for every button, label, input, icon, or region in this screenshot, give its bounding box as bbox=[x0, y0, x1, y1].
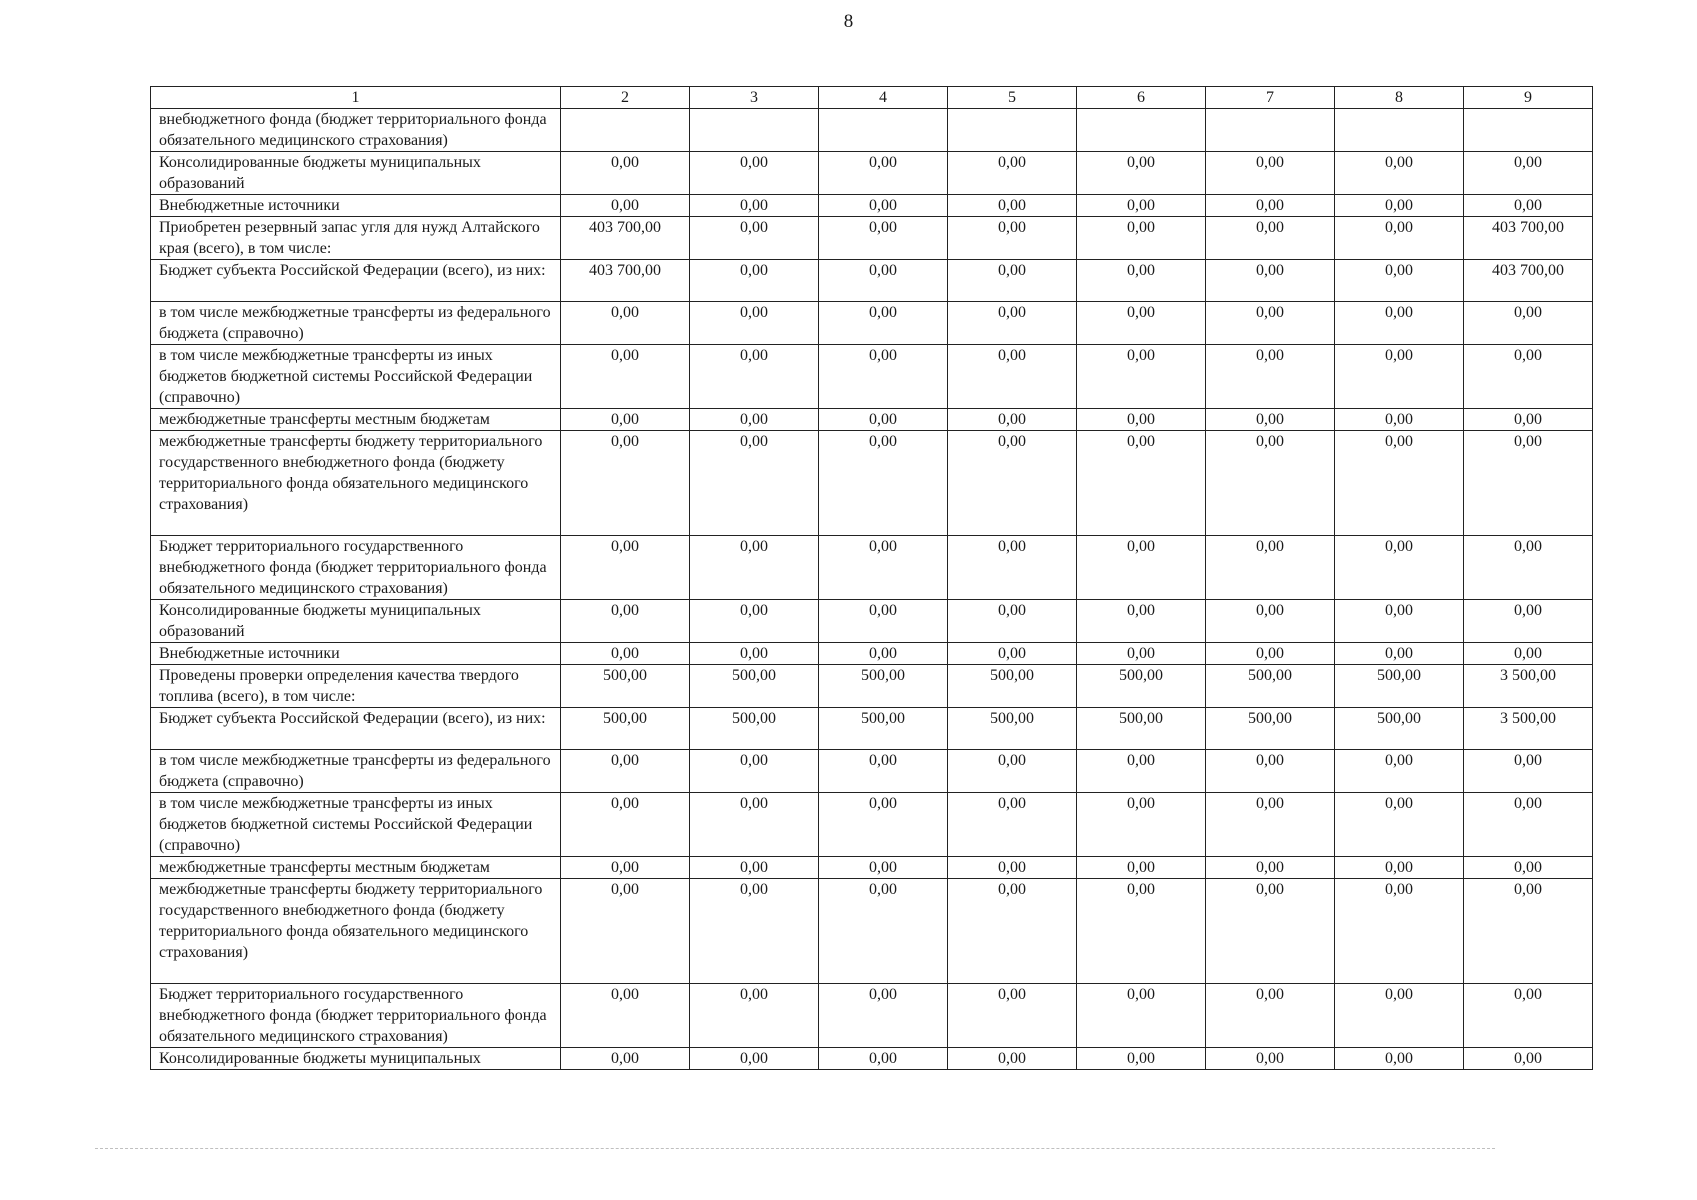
value-cell: 0,00 bbox=[819, 984, 948, 1048]
value-cell: 0,00 bbox=[1206, 152, 1335, 195]
value-cell: 0,00 bbox=[1206, 536, 1335, 600]
table-row bbox=[151, 152, 1593, 195]
value-cell: 500,00 bbox=[948, 665, 1077, 708]
row-label: в том числе межбюджетные трансферты из иных бюджетов бюджетной системы Российской Федерации (справочно) bbox=[151, 793, 561, 857]
column-header: 4 bbox=[819, 87, 948, 109]
value-cell: 0,00 bbox=[561, 536, 690, 600]
value-cell: 0,00 bbox=[819, 152, 948, 195]
value-cell: 0,00 bbox=[690, 195, 819, 217]
value-cell: 0,00 bbox=[1335, 217, 1464, 260]
value-cell: 0,00 bbox=[690, 302, 819, 345]
value-cell: 0,00 bbox=[1206, 217, 1335, 260]
table-row bbox=[151, 536, 1593, 600]
row-label: в том числе межбюджетные трансферты из федерального бюджета (справочно) bbox=[151, 750, 561, 793]
value-cell: 0,00 bbox=[948, 195, 1077, 217]
value-cell: 0,00 bbox=[561, 793, 690, 857]
row-label: Внебюджетные источники bbox=[151, 643, 561, 665]
value-cell: 0,00 bbox=[1335, 536, 1464, 600]
table-row bbox=[151, 643, 1593, 665]
value-cell: 0,00 bbox=[948, 431, 1077, 536]
value-cell: 0,00 bbox=[1335, 984, 1464, 1048]
table-row bbox=[151, 600, 1593, 643]
value-cell: 0,00 bbox=[1335, 857, 1464, 879]
table-row bbox=[151, 857, 1593, 879]
table-row bbox=[151, 879, 1593, 984]
value-cell: 500,00 bbox=[1077, 665, 1206, 708]
value-cell: 0,00 bbox=[561, 857, 690, 879]
value-cell bbox=[819, 109, 948, 152]
value-cell: 0,00 bbox=[561, 879, 690, 984]
value-cell: 0,00 bbox=[690, 984, 819, 1048]
column-header: 1 bbox=[151, 87, 561, 109]
value-cell: 0,00 bbox=[1206, 195, 1335, 217]
value-cell: 403 700,00 bbox=[561, 217, 690, 260]
footer-divider bbox=[95, 1148, 1495, 1149]
value-cell: 403 700,00 bbox=[561, 260, 690, 302]
value-cell bbox=[690, 109, 819, 152]
value-cell: 0,00 bbox=[1464, 879, 1593, 984]
value-cell: 3 500,00 bbox=[1464, 708, 1593, 750]
value-cell: 0,00 bbox=[1335, 409, 1464, 431]
value-cell: 0,00 bbox=[1464, 857, 1593, 879]
value-cell: 0,00 bbox=[1077, 195, 1206, 217]
value-cell: 0,00 bbox=[1206, 793, 1335, 857]
row-label: Консолидированные бюджеты муниципальных образований bbox=[151, 600, 561, 643]
value-cell: 0,00 bbox=[690, 750, 819, 793]
value-cell: 0,00 bbox=[1206, 600, 1335, 643]
value-cell: 0,00 bbox=[561, 600, 690, 643]
row-label: Внебюджетные источники bbox=[151, 195, 561, 217]
value-cell: 0,00 bbox=[1335, 260, 1464, 302]
value-cell: 0,00 bbox=[948, 600, 1077, 643]
row-label: межбюджетные трансферты местным бюджетам bbox=[151, 857, 561, 879]
value-cell: 0,00 bbox=[1206, 984, 1335, 1048]
value-cell: 0,00 bbox=[819, 260, 948, 302]
page-number: 8 bbox=[843, 11, 854, 32]
value-cell: 500,00 bbox=[1335, 708, 1464, 750]
value-cell: 3 500,00 bbox=[1464, 665, 1593, 708]
value-cell: 0,00 bbox=[690, 600, 819, 643]
value-cell: 0,00 bbox=[1077, 431, 1206, 536]
value-cell: 0,00 bbox=[561, 984, 690, 1048]
table-body bbox=[151, 87, 1593, 1070]
value-cell: 0,00 bbox=[1464, 793, 1593, 857]
value-cell: 0,00 bbox=[1077, 643, 1206, 665]
value-cell: 403 700,00 bbox=[1464, 260, 1593, 302]
value-cell: 0,00 bbox=[819, 195, 948, 217]
value-cell: 0,00 bbox=[1464, 431, 1593, 536]
value-cell: 0,00 bbox=[819, 409, 948, 431]
value-cell bbox=[561, 109, 690, 152]
value-cell: 0,00 bbox=[1206, 643, 1335, 665]
value-cell bbox=[1206, 109, 1335, 152]
value-cell: 0,00 bbox=[1077, 857, 1206, 879]
value-cell: 0,00 bbox=[1464, 536, 1593, 600]
value-cell: 500,00 bbox=[819, 665, 948, 708]
table-row bbox=[151, 1048, 1593, 1070]
value-cell: 0,00 bbox=[948, 857, 1077, 879]
value-cell: 0,00 bbox=[561, 643, 690, 665]
row-label: Консолидированные бюджеты муниципальных образований bbox=[151, 152, 561, 195]
table-row bbox=[151, 409, 1593, 431]
row-label: Консолидированные бюджеты муниципальных bbox=[151, 1048, 561, 1070]
value-cell: 0,00 bbox=[1464, 195, 1593, 217]
value-cell: 0,00 bbox=[1464, 409, 1593, 431]
value-cell: 0,00 bbox=[1335, 152, 1464, 195]
column-header: 7 bbox=[1206, 87, 1335, 109]
value-cell: 0,00 bbox=[690, 643, 819, 665]
value-cell: 0,00 bbox=[819, 600, 948, 643]
value-cell: 500,00 bbox=[819, 708, 948, 750]
value-cell: 500,00 bbox=[690, 708, 819, 750]
value-cell: 0,00 bbox=[948, 260, 1077, 302]
value-cell: 0,00 bbox=[1206, 879, 1335, 984]
value-cell: 0,00 bbox=[948, 643, 1077, 665]
value-cell: 500,00 bbox=[1206, 665, 1335, 708]
table-header-row bbox=[151, 87, 1593, 109]
value-cell: 0,00 bbox=[1077, 1048, 1206, 1070]
value-cell: 500,00 bbox=[1206, 708, 1335, 750]
value-cell: 0,00 bbox=[1077, 152, 1206, 195]
value-cell: 0,00 bbox=[561, 1048, 690, 1070]
value-cell: 0,00 bbox=[561, 302, 690, 345]
value-cell: 0,00 bbox=[1077, 793, 1206, 857]
value-cell: 0,00 bbox=[948, 1048, 1077, 1070]
value-cell: 0,00 bbox=[561, 409, 690, 431]
value-cell: 0,00 bbox=[690, 152, 819, 195]
column-header: 5 bbox=[948, 87, 1077, 109]
value-cell bbox=[1464, 109, 1593, 152]
value-cell: 0,00 bbox=[690, 431, 819, 536]
value-cell: 0,00 bbox=[1464, 152, 1593, 195]
value-cell: 0,00 bbox=[561, 152, 690, 195]
value-cell: 0,00 bbox=[561, 750, 690, 793]
row-label: Проведены проверки определения качества твердого топлива (всего), в том числе: bbox=[151, 665, 561, 708]
value-cell: 0,00 bbox=[948, 793, 1077, 857]
value-cell: 0,00 bbox=[1077, 984, 1206, 1048]
value-cell: 0,00 bbox=[948, 345, 1077, 409]
value-cell: 0,00 bbox=[819, 857, 948, 879]
table-row bbox=[151, 345, 1593, 409]
value-cell: 0,00 bbox=[819, 217, 948, 260]
row-label: межбюджетные трансферты бюджету территориального государственного внебюджетного фонда (бюджету территориального фонда обязательного медицинского страхования) bbox=[151, 879, 561, 984]
value-cell: 0,00 bbox=[1335, 195, 1464, 217]
table-row bbox=[151, 109, 1593, 152]
value-cell: 0,00 bbox=[948, 750, 1077, 793]
value-cell: 0,00 bbox=[561, 195, 690, 217]
value-cell: 0,00 bbox=[1077, 260, 1206, 302]
table-row bbox=[151, 793, 1593, 857]
table-row bbox=[151, 665, 1593, 708]
value-cell: 0,00 bbox=[1077, 217, 1206, 260]
value-cell: 0,00 bbox=[948, 879, 1077, 984]
table-row bbox=[151, 708, 1593, 750]
table-row bbox=[151, 217, 1593, 260]
value-cell: 0,00 bbox=[1206, 260, 1335, 302]
value-cell: 0,00 bbox=[1077, 536, 1206, 600]
table-row bbox=[151, 750, 1593, 793]
value-cell bbox=[1077, 109, 1206, 152]
row-label: межбюджетные трансферты местным бюджетам bbox=[151, 409, 561, 431]
value-cell: 0,00 bbox=[690, 345, 819, 409]
value-cell bbox=[948, 109, 1077, 152]
row-label: Приобретен резервный запас угля для нужд Алтайского края (всего), в том числе: bbox=[151, 217, 561, 260]
value-cell: 0,00 bbox=[1464, 750, 1593, 793]
value-cell: 0,00 bbox=[819, 302, 948, 345]
value-cell: 0,00 bbox=[561, 431, 690, 536]
value-cell: 0,00 bbox=[948, 217, 1077, 260]
value-cell: 0,00 bbox=[1077, 879, 1206, 984]
value-cell: 0,00 bbox=[1077, 345, 1206, 409]
value-cell: 0,00 bbox=[1335, 879, 1464, 984]
value-cell: 0,00 bbox=[1464, 345, 1593, 409]
value-cell: 0,00 bbox=[1206, 750, 1335, 793]
value-cell: 0,00 bbox=[1335, 643, 1464, 665]
value-cell: 0,00 bbox=[690, 1048, 819, 1070]
row-label: Бюджет территориального государственного внебюджетного фонда (бюджет территориального фонда обязательного медицинского страхования) bbox=[151, 536, 561, 600]
column-header: 6 bbox=[1077, 87, 1206, 109]
value-cell: 0,00 bbox=[1464, 1048, 1593, 1070]
value-cell: 0,00 bbox=[1206, 857, 1335, 879]
value-cell: 0,00 bbox=[1335, 431, 1464, 536]
table-row bbox=[151, 431, 1593, 536]
value-cell: 403 700,00 bbox=[1464, 217, 1593, 260]
value-cell: 0,00 bbox=[690, 536, 819, 600]
value-cell: 0,00 bbox=[1335, 345, 1464, 409]
row-label: Бюджет субъекта Российской Федерации (всего), из них: bbox=[151, 260, 561, 302]
value-cell: 0,00 bbox=[1206, 409, 1335, 431]
value-cell: 0,00 bbox=[819, 879, 948, 984]
value-cell: 0,00 bbox=[1077, 302, 1206, 345]
value-cell: 0,00 bbox=[948, 409, 1077, 431]
value-cell: 0,00 bbox=[1077, 600, 1206, 643]
row-label: межбюджетные трансферты бюджету территориального государственного внебюджетного фонда (бюджету территориального фонда обязательного медицинского страхования) bbox=[151, 431, 561, 536]
column-header: 3 bbox=[690, 87, 819, 109]
column-header: 9 bbox=[1464, 87, 1593, 109]
row-label: Бюджет территориального государственного внебюджетного фонда (бюджет территориального фонда обязательного медицинского страхования) bbox=[151, 984, 561, 1048]
value-cell: 500,00 bbox=[561, 665, 690, 708]
table-row bbox=[151, 984, 1593, 1048]
value-cell: 0,00 bbox=[819, 536, 948, 600]
value-cell: 0,00 bbox=[1335, 793, 1464, 857]
value-cell: 500,00 bbox=[561, 708, 690, 750]
value-cell: 0,00 bbox=[819, 793, 948, 857]
column-header: 2 bbox=[561, 87, 690, 109]
value-cell: 0,00 bbox=[1335, 302, 1464, 345]
value-cell: 0,00 bbox=[1206, 431, 1335, 536]
value-cell: 0,00 bbox=[1077, 750, 1206, 793]
value-cell: 0,00 bbox=[1206, 345, 1335, 409]
value-cell: 500,00 bbox=[690, 665, 819, 708]
value-cell: 0,00 bbox=[948, 536, 1077, 600]
value-cell: 0,00 bbox=[819, 643, 948, 665]
row-label: внебюджетного фонда (бюджет территориального фонда обязательного медицинского страхования) bbox=[151, 109, 561, 152]
value-cell: 500,00 bbox=[1077, 708, 1206, 750]
value-cell bbox=[1335, 109, 1464, 152]
value-cell: 0,00 bbox=[690, 857, 819, 879]
value-cell: 0,00 bbox=[690, 879, 819, 984]
table-row bbox=[151, 260, 1593, 302]
row-label: в том числе межбюджетные трансферты из федерального бюджета (справочно) bbox=[151, 302, 561, 345]
value-cell: 0,00 bbox=[1464, 600, 1593, 643]
value-cell: 0,00 bbox=[1464, 302, 1593, 345]
value-cell: 0,00 bbox=[690, 409, 819, 431]
value-cell: 0,00 bbox=[948, 984, 1077, 1048]
value-cell: 0,00 bbox=[1335, 1048, 1464, 1070]
value-cell: 0,00 bbox=[819, 1048, 948, 1070]
column-header: 8 bbox=[1335, 87, 1464, 109]
row-label: в том числе межбюджетные трансферты из иных бюджетов бюджетной системы Российской Федерации (справочно) bbox=[151, 345, 561, 409]
value-cell: 0,00 bbox=[1206, 302, 1335, 345]
value-cell: 0,00 bbox=[690, 793, 819, 857]
value-cell: 0,00 bbox=[819, 431, 948, 536]
value-cell: 0,00 bbox=[1077, 409, 1206, 431]
value-cell: 0,00 bbox=[1206, 1048, 1335, 1070]
table-row bbox=[151, 195, 1593, 217]
value-cell: 500,00 bbox=[1335, 665, 1464, 708]
value-cell: 0,00 bbox=[948, 302, 1077, 345]
value-cell: 0,00 bbox=[1464, 643, 1593, 665]
row-label: Бюджет субъекта Российской Федерации (всего), из них: bbox=[151, 708, 561, 750]
value-cell: 0,00 bbox=[690, 217, 819, 260]
value-cell: 0,00 bbox=[561, 345, 690, 409]
value-cell: 0,00 bbox=[948, 152, 1077, 195]
budget-table bbox=[150, 86, 1593, 1070]
value-cell: 0,00 bbox=[819, 345, 948, 409]
table-row bbox=[151, 302, 1593, 345]
value-cell: 0,00 bbox=[690, 260, 819, 302]
value-cell: 500,00 bbox=[948, 708, 1077, 750]
value-cell: 0,00 bbox=[1464, 984, 1593, 1048]
value-cell: 0,00 bbox=[1335, 600, 1464, 643]
value-cell: 0,00 bbox=[819, 750, 948, 793]
value-cell: 0,00 bbox=[1335, 750, 1464, 793]
